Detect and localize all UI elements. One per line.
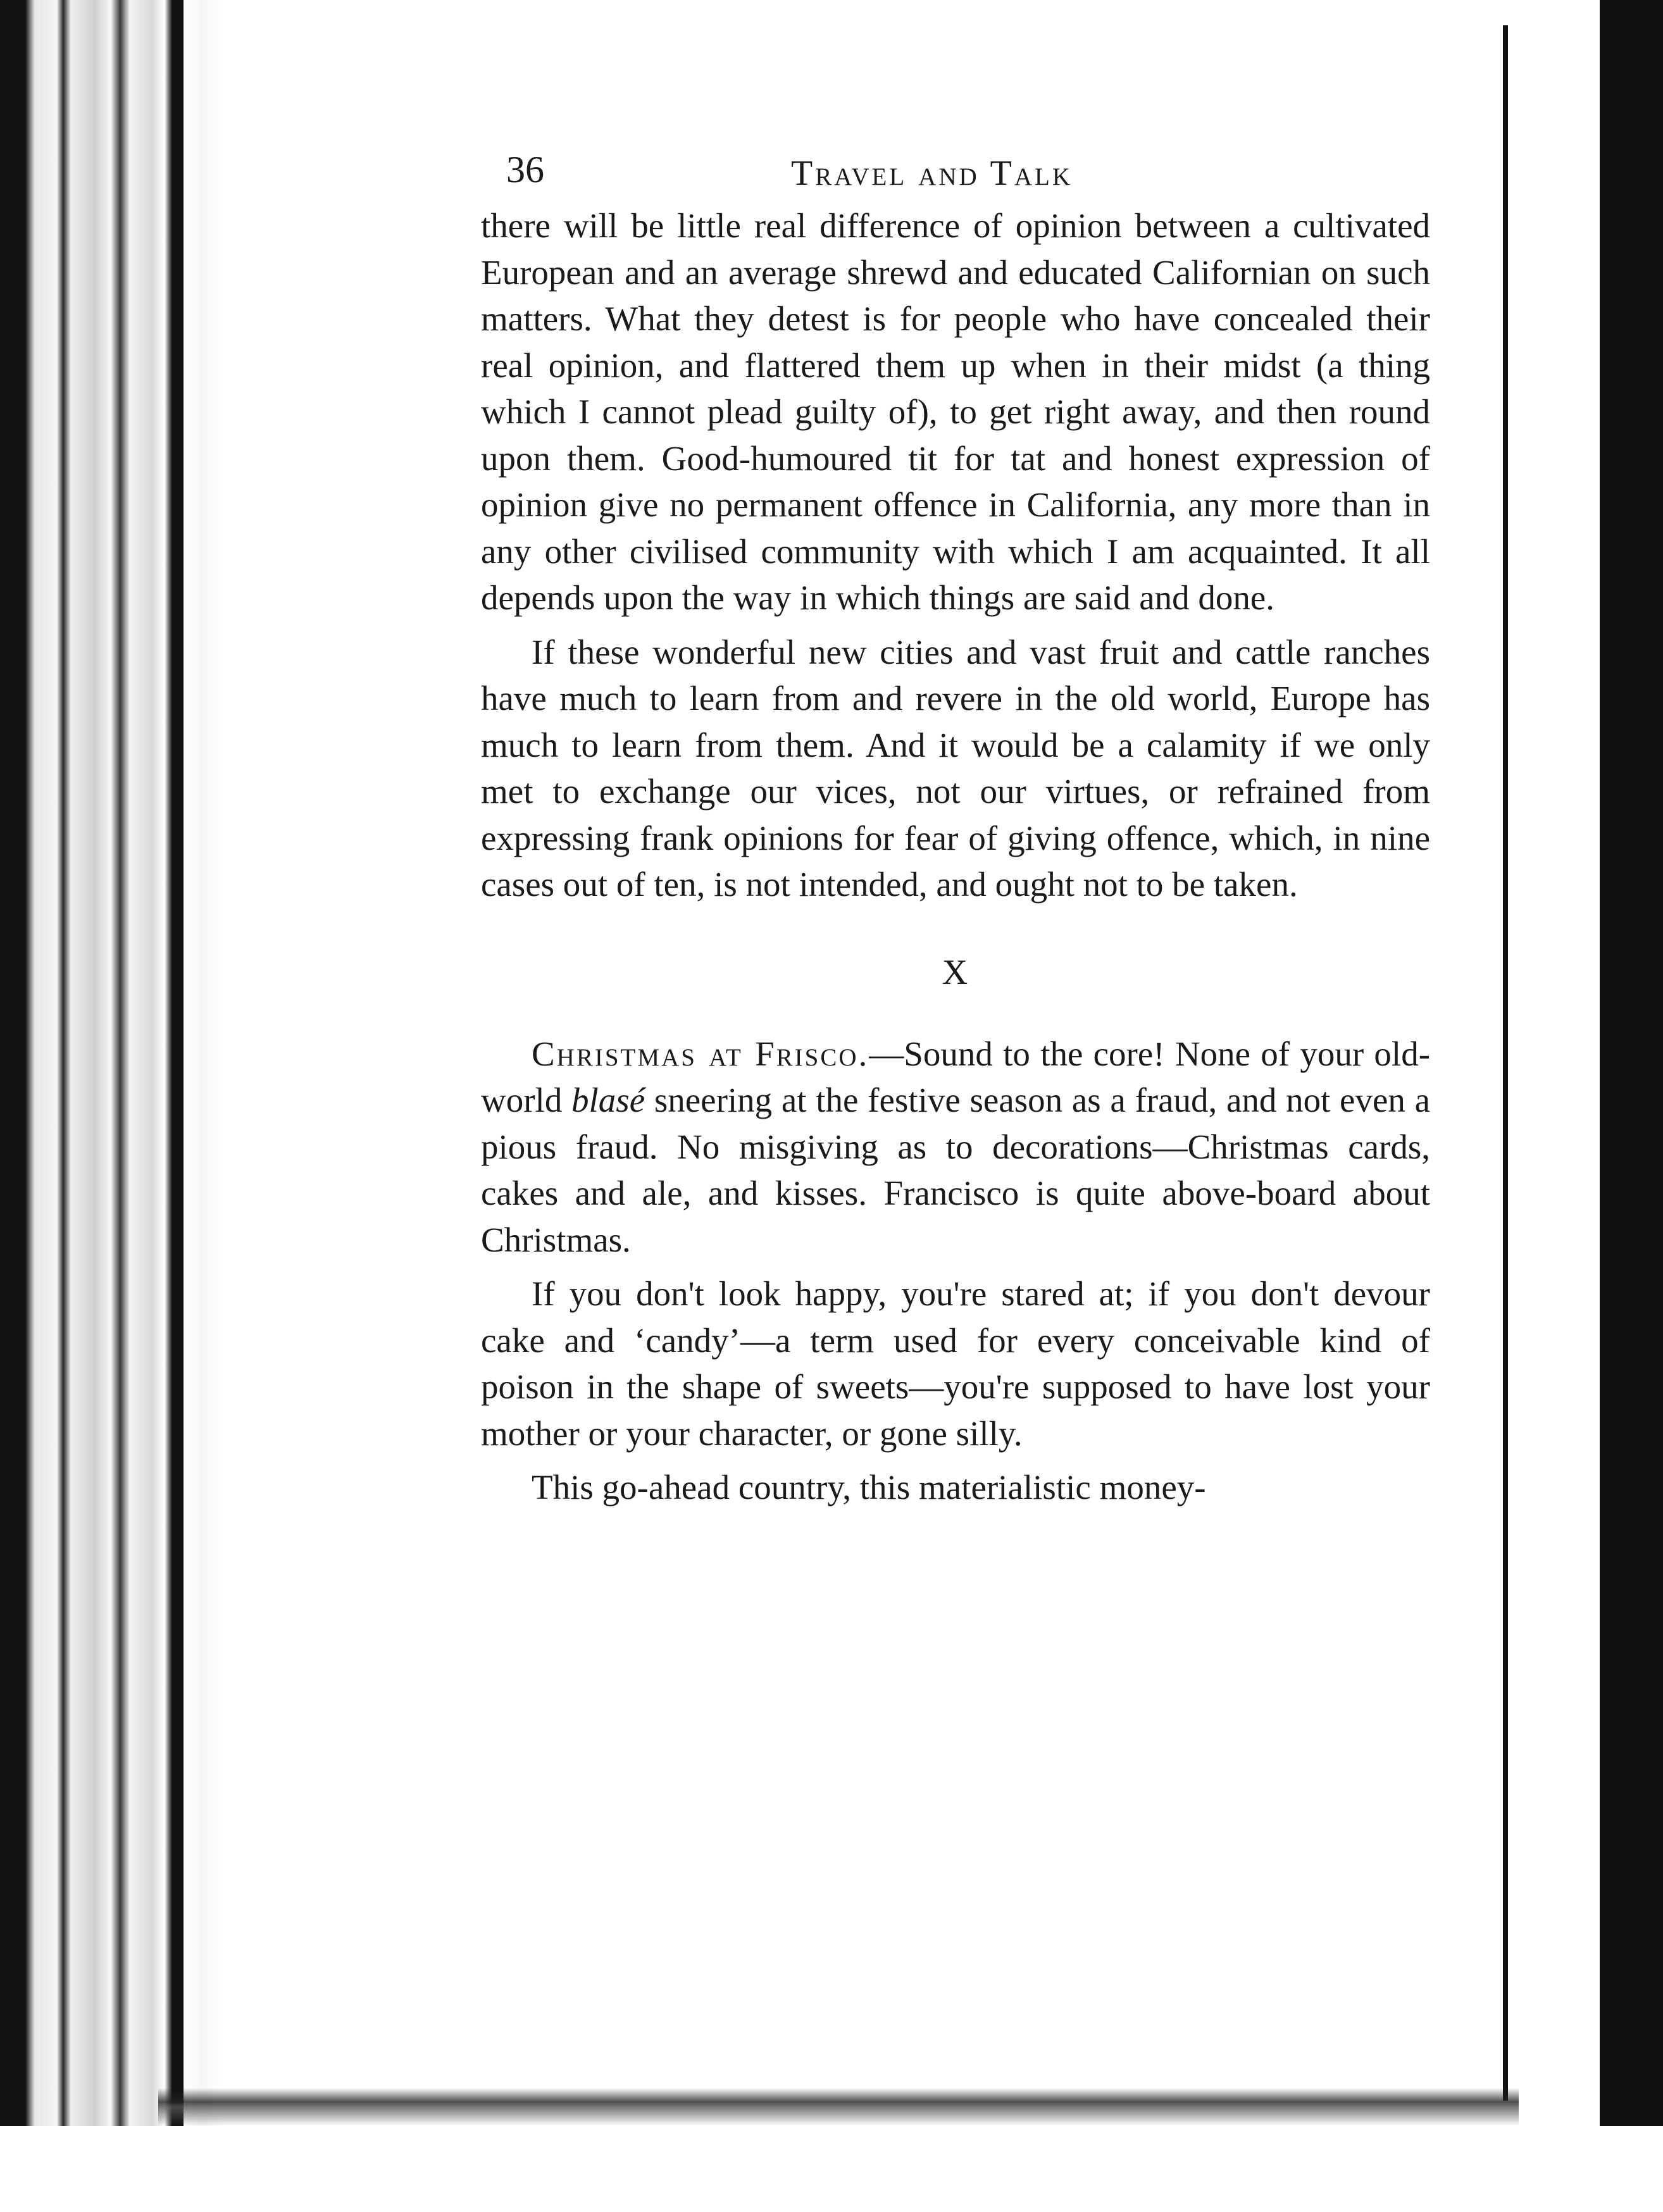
page-fold-line <box>1503 25 1508 2101</box>
running-head-title: Travel and Talk <box>791 154 1073 193</box>
scan-left-edge <box>0 0 184 2212</box>
book-page <box>481 146 1430 1511</box>
page-number: 36 <box>506 149 544 190</box>
section-paragraph-3: This go-ahead country, this materialistic money- <box>532 1468 1206 1507</box>
section-paragraph-2: If you don't look happy, you're stared at; if you don't devour cake and ‘candy’—a term used for every conceivable kind of poison in the shape of sweets—you're supposed to have lost your mother or your character, or gone silly. <box>481 1274 1430 1453</box>
next-page-edge <box>1585 0 1600 2212</box>
running-head <box>481 146 1430 202</box>
paragraph-continued: there will be little real difference of opinion between a cultivated European and an average shrewd and educated Californian on such matters. What they detest is for people who have concealed their real opinion, and flattered them up when in their midst (a thing which I cannot plead guilty of), to get right away, and then round upon them. Good-humoured tit for tat and honest expression of opinion give no permanent offence in California, any more than in any other civilised community with which I am acquainted. It all depends upon the way in which things are said and done. <box>481 206 1430 617</box>
page-bottom-shadow <box>158 2088 1519 2126</box>
section-text-end: sneering at the festive season as a fraud, and not even a pious fraud. No misgiving as to decorations—Christmas cards, cakes and ale, and kisses. Francisco is quite above-board about Christmas. <box>481 1081 1430 1259</box>
page-edge-strip <box>184 0 221 2212</box>
section-text: —Sound to the core! None of your old-world <box>481 1034 1431 1119</box>
scan-right-edge <box>1600 0 1663 2212</box>
section-title: Christmas at Frisco. <box>532 1034 869 1073</box>
section-numeral: X <box>942 952 969 992</box>
paragraph: If these wonderful new cities and vast fruit and cattle ranches have much to learn from and revere in the old world, Europe has much to learn from them. And it would be a calamity if we only met to exchange our vices, not our virtues, or refrained from expressing frank opinions for fear of giving offence, which, in nine cases out of ten, is not intended, and ought not to be taken. <box>481 632 1430 904</box>
scan-bottom-margin <box>0 2126 1663 2212</box>
italic-word: blasé <box>571 1081 645 1119</box>
section-first-paragraph <box>481 1031 1430 1264</box>
